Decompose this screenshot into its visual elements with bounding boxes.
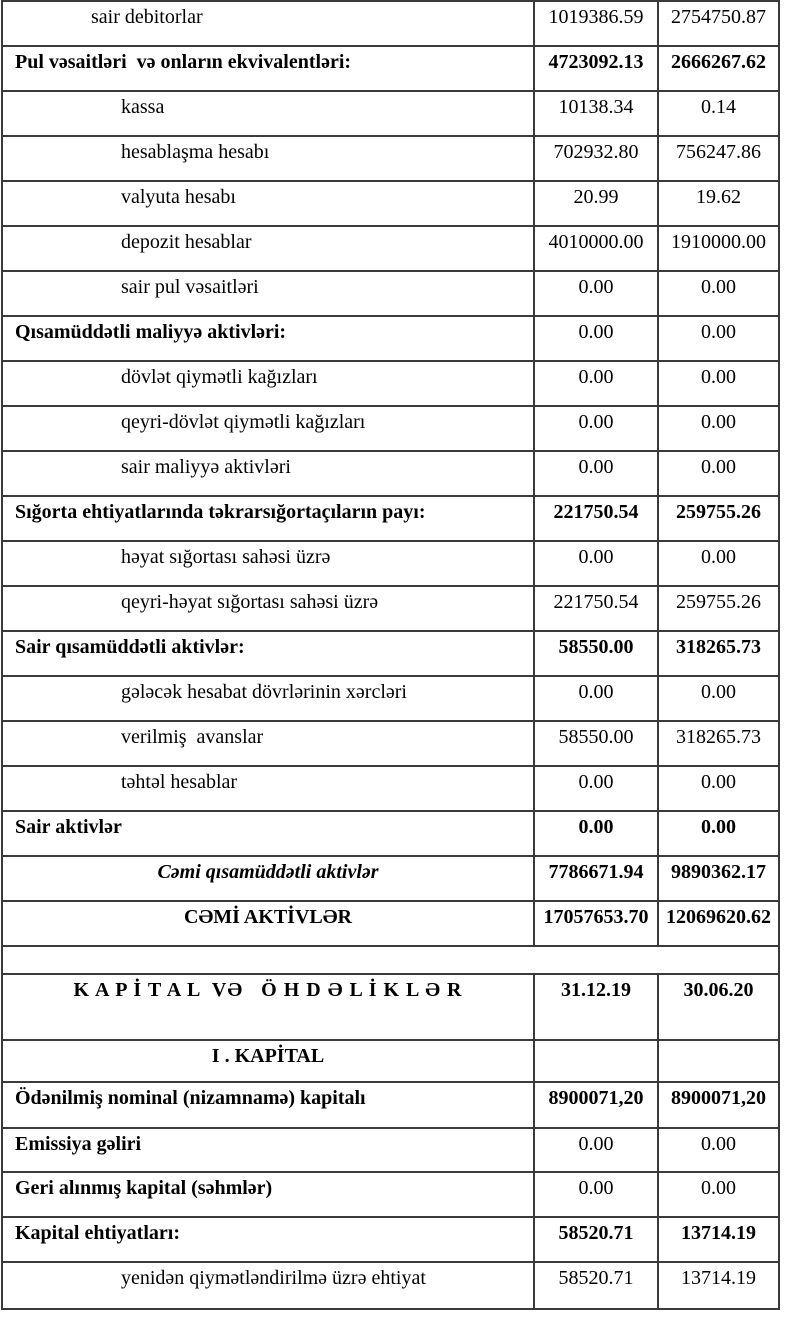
value-period-2: 0.14: [658, 91, 779, 136]
row-label: Kapital ehtiyatları:: [2, 1217, 534, 1262]
row-label: sair pul vəsaitləri: [2, 271, 534, 316]
value-period-2: 0.00: [658, 811, 779, 856]
row-label: I . KAPİTAL: [2, 1040, 534, 1082]
table-row: [2, 1082, 779, 1128]
row-label: gələcək hesabat dövrlərinin xərcləri: [2, 676, 534, 721]
table-row: [2, 136, 779, 181]
table-row: [2, 226, 779, 271]
value-period-1: 0.00: [534, 676, 658, 721]
value-period-2: 13714.19: [658, 1217, 779, 1262]
table-row: [2, 1262, 779, 1309]
table-row: [2, 901, 779, 946]
row-label: təhtəl hesablar: [2, 766, 534, 811]
row-label: verilmiş avanslar: [2, 721, 534, 766]
table-row: [2, 631, 779, 676]
value-period-2: 0.00: [658, 451, 779, 496]
row-label: dövlət qiymətli kağızları: [2, 361, 534, 406]
table-row: [2, 721, 779, 766]
value-period-2: 318265.73: [658, 631, 779, 676]
table-row: [2, 496, 779, 541]
table-row: [2, 676, 779, 721]
value-period-1: 8900071,20: [534, 1082, 658, 1128]
table-row: [2, 1040, 779, 1082]
empty-spacer-cell: [2, 946, 779, 974]
table-row: [2, 1, 779, 46]
table-row: [2, 811, 779, 856]
row-label: valyuta hesabı: [2, 181, 534, 226]
balance-sheet-table: [1, 0, 780, 1310]
row-label: sair debitorlar: [2, 1, 534, 46]
value-period-2: 0.00: [658, 406, 779, 451]
value-period-1: 0.00: [534, 361, 658, 406]
value-period-2: 0.00: [658, 541, 779, 586]
table-row: [2, 946, 779, 974]
value-period-2: 0.00: [658, 676, 779, 721]
row-label: Sair aktivlər: [2, 811, 534, 856]
row-label: Cəmi qısamüddətli aktivlər: [2, 856, 534, 901]
table-row: [2, 1217, 779, 1262]
row-label: Geri alınmış kapital (səhmlər): [2, 1172, 534, 1217]
value-period-1: [534, 1040, 658, 1082]
value-period-2: 9890362.17: [658, 856, 779, 901]
value-period-1: 0.00: [534, 406, 658, 451]
table-row: [2, 586, 779, 631]
value-period-1: 221750.54: [534, 586, 658, 631]
value-period-2: 0.00: [658, 1128, 779, 1172]
value-period-2: 0.00: [658, 271, 779, 316]
row-label: Pul vəsaitləri və onların ekvivalentləri:: [2, 46, 534, 91]
value-period-2: 0.00: [658, 1172, 779, 1217]
table-row: [2, 361, 779, 406]
table-row: [2, 766, 779, 811]
value-period-1: 58520.71: [534, 1262, 658, 1309]
value-period-1: 702932.80: [534, 136, 658, 181]
table-row: [2, 271, 779, 316]
value-period-1: 0.00: [534, 451, 658, 496]
value-period-2: 0.00: [658, 766, 779, 811]
value-period-1: 4010000.00: [534, 226, 658, 271]
row-label: Emissiya gəliri: [2, 1128, 534, 1172]
value-period-2: 259755.26: [658, 496, 779, 541]
value-period-2: 8900071,20: [658, 1082, 779, 1128]
value-period-2: 2754750.87: [658, 1, 779, 46]
value-period-2: 13714.19: [658, 1262, 779, 1309]
value-period-1: 58550.00: [534, 721, 658, 766]
value-period-1: 0.00: [534, 1172, 658, 1217]
row-label: Sığorta ehtiyatlarında təkrarsığortaçıların payı:: [2, 496, 534, 541]
row-label: sair maliyyə aktivləri: [2, 451, 534, 496]
table-row: [2, 856, 779, 901]
table-row: [2, 91, 779, 136]
value-period-1: 0.00: [534, 271, 658, 316]
table-row: [2, 974, 779, 1040]
row-label: həyat sığortası sahəsi üzrə: [2, 541, 534, 586]
value-period-1: 0.00: [534, 766, 658, 811]
value-period-1: 31.12.19: [534, 974, 658, 1040]
table-row: [2, 181, 779, 226]
row-label: Qısamüddətli maliyyə aktivləri:: [2, 316, 534, 361]
value-period-2: 0.00: [658, 361, 779, 406]
row-label: qeyri-həyat sığortası sahəsi üzrə: [2, 586, 534, 631]
value-period-2: 12069620.62: [658, 901, 779, 946]
value-period-1: 1019386.59: [534, 1, 658, 46]
value-period-2: 2666267.62: [658, 46, 779, 91]
table-row: [2, 46, 779, 91]
value-period-2: 0.00: [658, 316, 779, 361]
table-row: [2, 1172, 779, 1217]
table-row: [2, 406, 779, 451]
row-label: qeyri-dövlət qiymətli kağızları: [2, 406, 534, 451]
value-period-2: 19.62: [658, 181, 779, 226]
row-label: K A P İ T A L VƏ Ö H D Ə L İ K L Ə R: [2, 974, 534, 1040]
row-label: yenidən qiymətləndirilmə üzrə ehtiyat: [2, 1262, 534, 1309]
value-period-2: 318265.73: [658, 721, 779, 766]
row-label: hesablaşma hesabı: [2, 136, 534, 181]
value-period-1: 10138.34: [534, 91, 658, 136]
table-row: [2, 541, 779, 586]
table-row: [2, 316, 779, 361]
value-period-1: 0.00: [534, 1128, 658, 1172]
value-period-2: [658, 1040, 779, 1082]
value-period-2: 259755.26: [658, 586, 779, 631]
value-period-1: 0.00: [534, 541, 658, 586]
value-period-1: 0.00: [534, 811, 658, 856]
value-period-1: 17057653.70: [534, 901, 658, 946]
value-period-1: 58550.00: [534, 631, 658, 676]
row-label: Ödənilmiş nominal (nizamnamə) kapitalı: [2, 1082, 534, 1128]
row-label: CƏMİ AKTİVLƏR: [2, 901, 534, 946]
value-period-2: 30.06.20: [658, 974, 779, 1040]
table-row: [2, 1128, 779, 1172]
value-period-1: 58520.71: [534, 1217, 658, 1262]
value-period-1: 7786671.94: [534, 856, 658, 901]
value-period-1: 0.00: [534, 316, 658, 361]
value-period-1: 20.99: [534, 181, 658, 226]
value-period-2: 1910000.00: [658, 226, 779, 271]
row-label: Sair qısamüddətli aktivlər:: [2, 631, 534, 676]
row-label: depozit hesablar: [2, 226, 534, 271]
value-period-1: 221750.54: [534, 496, 658, 541]
table-row: [2, 451, 779, 496]
row-label: kassa: [2, 91, 534, 136]
value-period-1: 4723092.13: [534, 46, 658, 91]
balance-sheet-table-body: [2, 1, 779, 1309]
value-period-2: 756247.86: [658, 136, 779, 181]
